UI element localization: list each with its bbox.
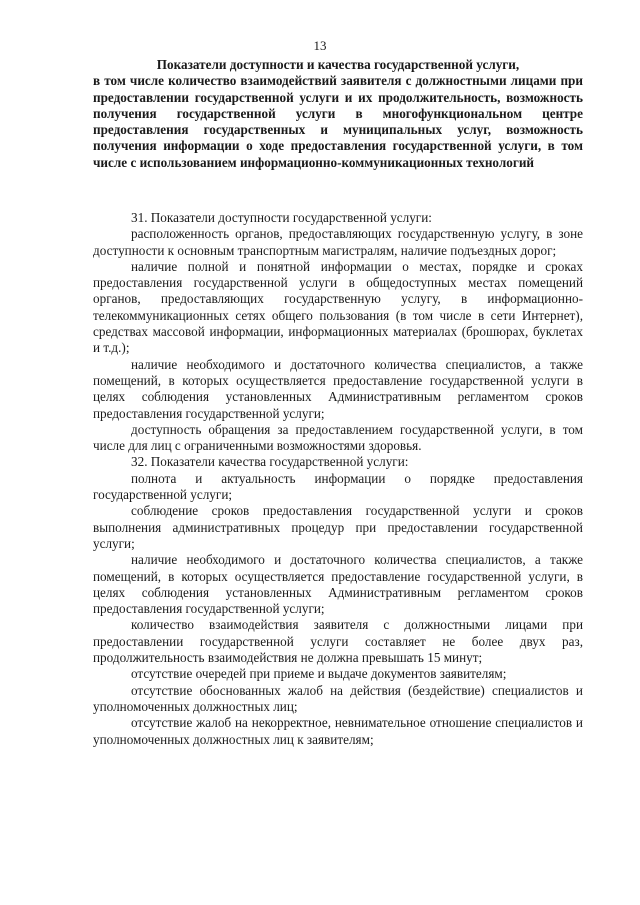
paragraph: количество взаимодействия заявителя с должностными лицами при предоставлении государственной услуги составляет не более двух раз, продолжительность взаимодействия не должна превышать 15 минут;: [93, 617, 583, 666]
paragraph: отсутствие обоснованных жалоб на действия (бездействие) специалистов и уполномоченных должностных лиц;: [93, 682, 583, 714]
heading-line-2: в том числе количество взаимодействий заявителя с должностными лицами при предоставлении государственной услуги и их продолжительность, возможность получения государственной услуги в многофункциональном центре предоставления государственных и муниципальных услуг, возможность получения информации о ходе предоставления государственной услуги, в том числе с использованием информационно-коммуникационных технологий: [93, 73, 583, 170]
paragraph: наличие необходимого и достаточного количества специалистов, а также помещений, в которых осуществляется предоставление государственной услуги в целях соблюдения установленных Административным регламентом сроков предоставления государственной услуги;: [93, 356, 583, 421]
paragraph: отсутствие очередей при приеме и выдаче документов заявителям;: [131, 666, 507, 682]
page-number: 13: [313, 38, 327, 53]
paragraph: расположенность органов, предоставляющих государственную услугу, в зоне доступности к основным транспортным магистралям, наличие подъездных дорог;: [93, 226, 583, 258]
paragraph: соблюдение сроков предоставления государственной услуги и сроков выполнения административных процедур при предоставлении государственной услуги;: [93, 503, 583, 551]
paragraph: отсутствие жалоб на некорректное, невнимательное отношение специалистов и уполномоченных должностных лиц к заявителям;: [93, 715, 583, 747]
heading-line-1: Показатели доступности и качества государственной услуги,: [156, 57, 520, 72]
paragraph: наличие полной и понятной информации о местах, порядке и сроках предоставления государственной услуги в общедоступных местах помещений органов, предоставляющих государственную услугу, в информационно-телекоммуникационных сетях общего пользования (в том числе в сети Интернет), средствах массовой информации, информационных материалах (брошюрах, буклетах и т.д.);: [93, 258, 583, 356]
paragraph: наличие необходимого и достаточного количества специалистов, а также помещений, в которых осуществляется предоставление государственной услуги, в целях соблюдения установленных Административным регламентом сроков предоставления государственной услуги;: [93, 552, 583, 617]
paragraph-32-title: 32. Показатели качества государственной услуги:: [131, 454, 409, 470]
section-heading: [93, 57, 583, 171]
document-body: [93, 210, 583, 748]
paragraph-31-title: 31. Показатели доступности государственной услуги:: [131, 210, 432, 225]
paragraph: полнота и актуальность информации о порядке предоставления государственной услуги;: [93, 470, 583, 503]
paragraph: доступность обращения за предоставлением государственной услуги, в том числе для лиц с ограниченными возможностями здоровья.: [93, 421, 583, 454]
